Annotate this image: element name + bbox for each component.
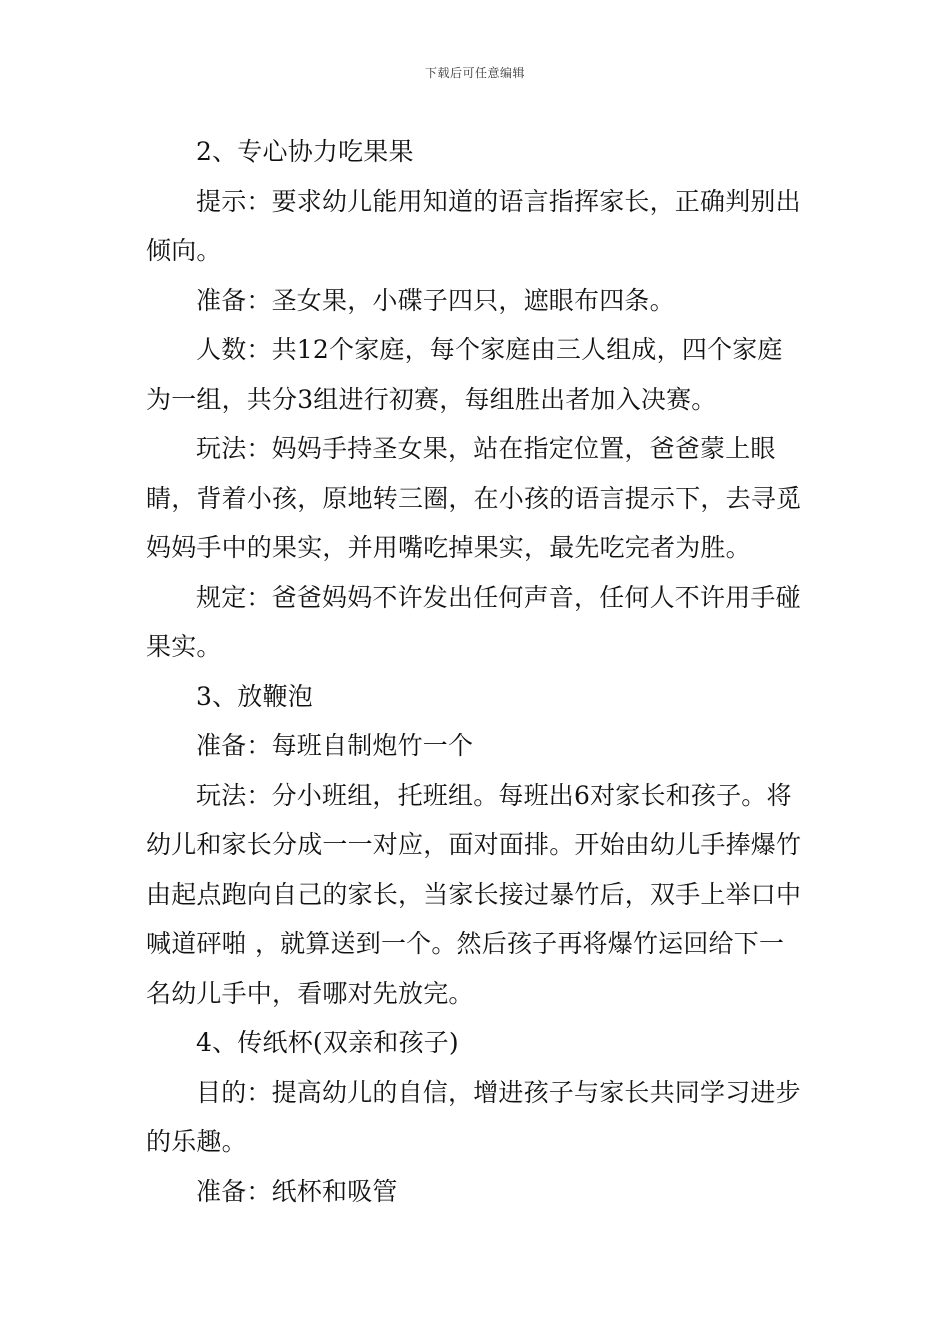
page-header: 下载后可任意编辑 <box>424 66 525 80</box>
paragraph-gameplay-3: 玩法：分小班组，托班组。每班出6对家长和孩子。将幼儿和家长分成一一对应，面对面排。开始由幼儿手捧爆竹由起点跑向自己的家长，当家长接过暴竹后，双手上举口中喊道砰啪 ，就算送到一个。然后孩子再将爆竹运回给下一名幼儿手中，看哪对先放完。 <box>146 780 802 1008</box>
paragraph-preparation: 准备：圣女果，小碟子四只，遮眼布四条。 <box>196 285 675 315</box>
paragraph-rules: 规定：爸爸妈妈不许发出任何声音，任何人不许用手碰果实。 <box>146 582 801 661</box>
paragraph-hint: 提示：要求幼儿能用知道的语言指挥家长，正确判别出倾向。 <box>146 186 801 265</box>
paragraph-purpose-4: 目的：提高幼儿的自信，增进孩子与家长共同学习进步的乐趣。 <box>146 1077 801 1156</box>
section-title-2: 2、专心协力吃果果 <box>196 137 414 166</box>
paragraph-preparation-3: 准备：每班自制炮竹一个 <box>196 731 474 760</box>
section-title-4: 4、传纸杯(双亲和孩子) <box>196 1028 459 1057</box>
document-body <box>146 127 806 1216</box>
paragraph-participants: 人数：共12个家庭，每个家庭由三人组成，四个家庭为一组，共分3组进行初赛，每组胜出者加入决赛。 <box>146 335 783 414</box>
paragraph-gameplay: 玩法：妈妈手持圣女果，站在指定位置，爸爸蒙上眼睛，背着小孩，原地转三圈，在小孩的语言提示下，去寻觅妈妈手中的果实，并用嘴吃掉果实，最先吃完者为胜。 <box>146 434 802 562</box>
paragraph-preparation-4: 准备：纸杯和吸管 <box>196 1176 398 1206</box>
section-title-3: 3、放鞭泡 <box>196 681 313 711</box>
